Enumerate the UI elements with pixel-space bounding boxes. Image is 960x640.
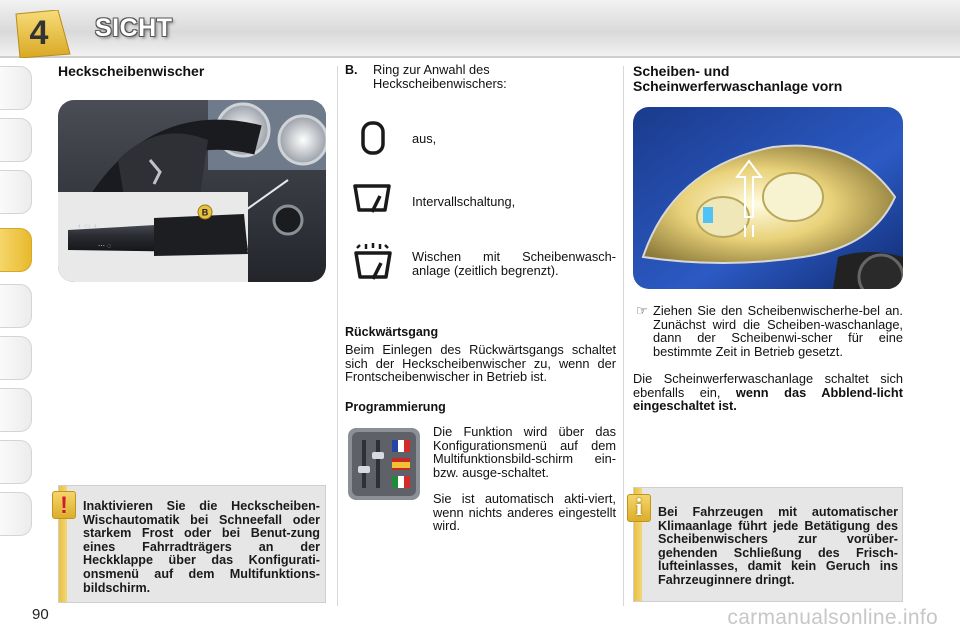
warning-note-text: Inaktivieren Sie die Heckscheiben-Wischautomatik bei Schneefall oder starkem Frost oder bei Benut-zung eines Fahrradträgers an der Heckklappe über das Konfigurati-onsmenü auf dem Multifunktions-bildschirm.	[83, 499, 320, 595]
mode-wash-label: Wischen mit Scheibenwasch-anlage (zeitlich begrenzt).	[412, 249, 616, 278]
rear-wiper-heading: Heckscheibenwischer	[58, 63, 205, 79]
chapter-tabs	[0, 62, 34, 582]
mode-off-label: aus,	[412, 131, 437, 146]
wiper-stalk-photo	[58, 100, 326, 282]
wiper-interval-icon	[352, 183, 392, 224]
wiper-off-icon	[356, 120, 390, 161]
svg-text:◐ ▭ ◑: ◐ ▭ ◑	[78, 223, 97, 230]
reverse-heading: Rückwärtsgang	[345, 325, 439, 339]
chapter-tab[interactable]	[0, 440, 32, 484]
chapter-tab[interactable]	[0, 118, 32, 162]
headlamp-wash-paragraph: Die Scheinwerferwaschanlage schaltet sich ebenfalls ein, wenn das Abblend-licht eingeschaltet ist.	[633, 371, 903, 413]
pointer-bullet-icon: ☞	[636, 303, 648, 318]
svg-text:⋯ ◌: ⋯ ◌	[98, 243, 112, 250]
column-divider	[623, 66, 624, 606]
info-icon: i	[627, 494, 651, 522]
callout-b-label: B	[201, 207, 209, 218]
wiper-wash-icon	[352, 243, 394, 290]
reverse-text: Beim Einlegen des Rückwärtsgangs schaltet sich der Heckscheibenwischer zu, wenn der Frontscheibenwischer in Betrieb ist.	[345, 342, 616, 384]
info-note-text: Bei Fahrzeugen mit automatischer Klimaanlage führt jede Betätigung des Scheibenwischers zur vorüber-gehenden Schließung des Frisch-lufteinlasses, damit kein Geruch ins Fahrzeuginnere dringt.	[658, 505, 898, 587]
page-number: 90	[32, 606, 49, 623]
programming-text-1: Die Funktion wird über das Konfigurationsmenü auf dem Multifunktionsbild-schirm ein- bzw. ausge-schaltet.	[433, 424, 616, 480]
column-divider	[337, 66, 338, 606]
chapter-tab[interactable]	[0, 66, 32, 110]
programming-heading: Programmierung	[345, 400, 446, 414]
chapter-badge	[14, 10, 72, 58]
headlamp-photo	[633, 107, 903, 289]
b-label: B.	[345, 63, 358, 77]
chapter-tab[interactable]	[0, 336, 32, 380]
washer-heading-line2: Scheinwerferwaschanlage vorn	[633, 78, 843, 94]
chapter-tab[interactable]	[0, 170, 32, 214]
programming-text-2: Sie ist automatisch akti-viert, wenn nichts anderes eingestellt wird.	[433, 491, 616, 533]
washer-instruction: Ziehen Sie den Scheibenwischerhe-bel an. Zunächst wird die Scheiben-waschanlage, dann der Scheibenwi-scher für eine bestimmte Zeit in Betrieb gesetzt.	[653, 303, 903, 359]
chapter-number: 4	[29, 14, 49, 52]
watermark: carmanualsonline.info	[727, 606, 938, 629]
washer-heading-line1: Scheiben- und	[633, 63, 730, 79]
info-note	[633, 487, 903, 602]
chapter-tab[interactable]	[0, 388, 32, 432]
chapter-tab[interactable]	[0, 284, 32, 328]
warning-icon: !	[52, 491, 76, 519]
warning-note	[58, 485, 326, 603]
section-title: SICHT	[95, 14, 173, 42]
mode-interval-label: Intervallschaltung,	[412, 194, 516, 209]
b-description: Ring zur Anwahl des Heckscheibenwischers:	[373, 62, 507, 91]
chapter-tab[interactable]	[0, 492, 32, 536]
headlamp-wash-bold: wenn das Abblend-licht eingeschaltet ist.	[633, 384, 903, 413]
config-menu-icon	[348, 428, 420, 500]
chapter-tab-active[interactable]	[0, 228, 32, 272]
